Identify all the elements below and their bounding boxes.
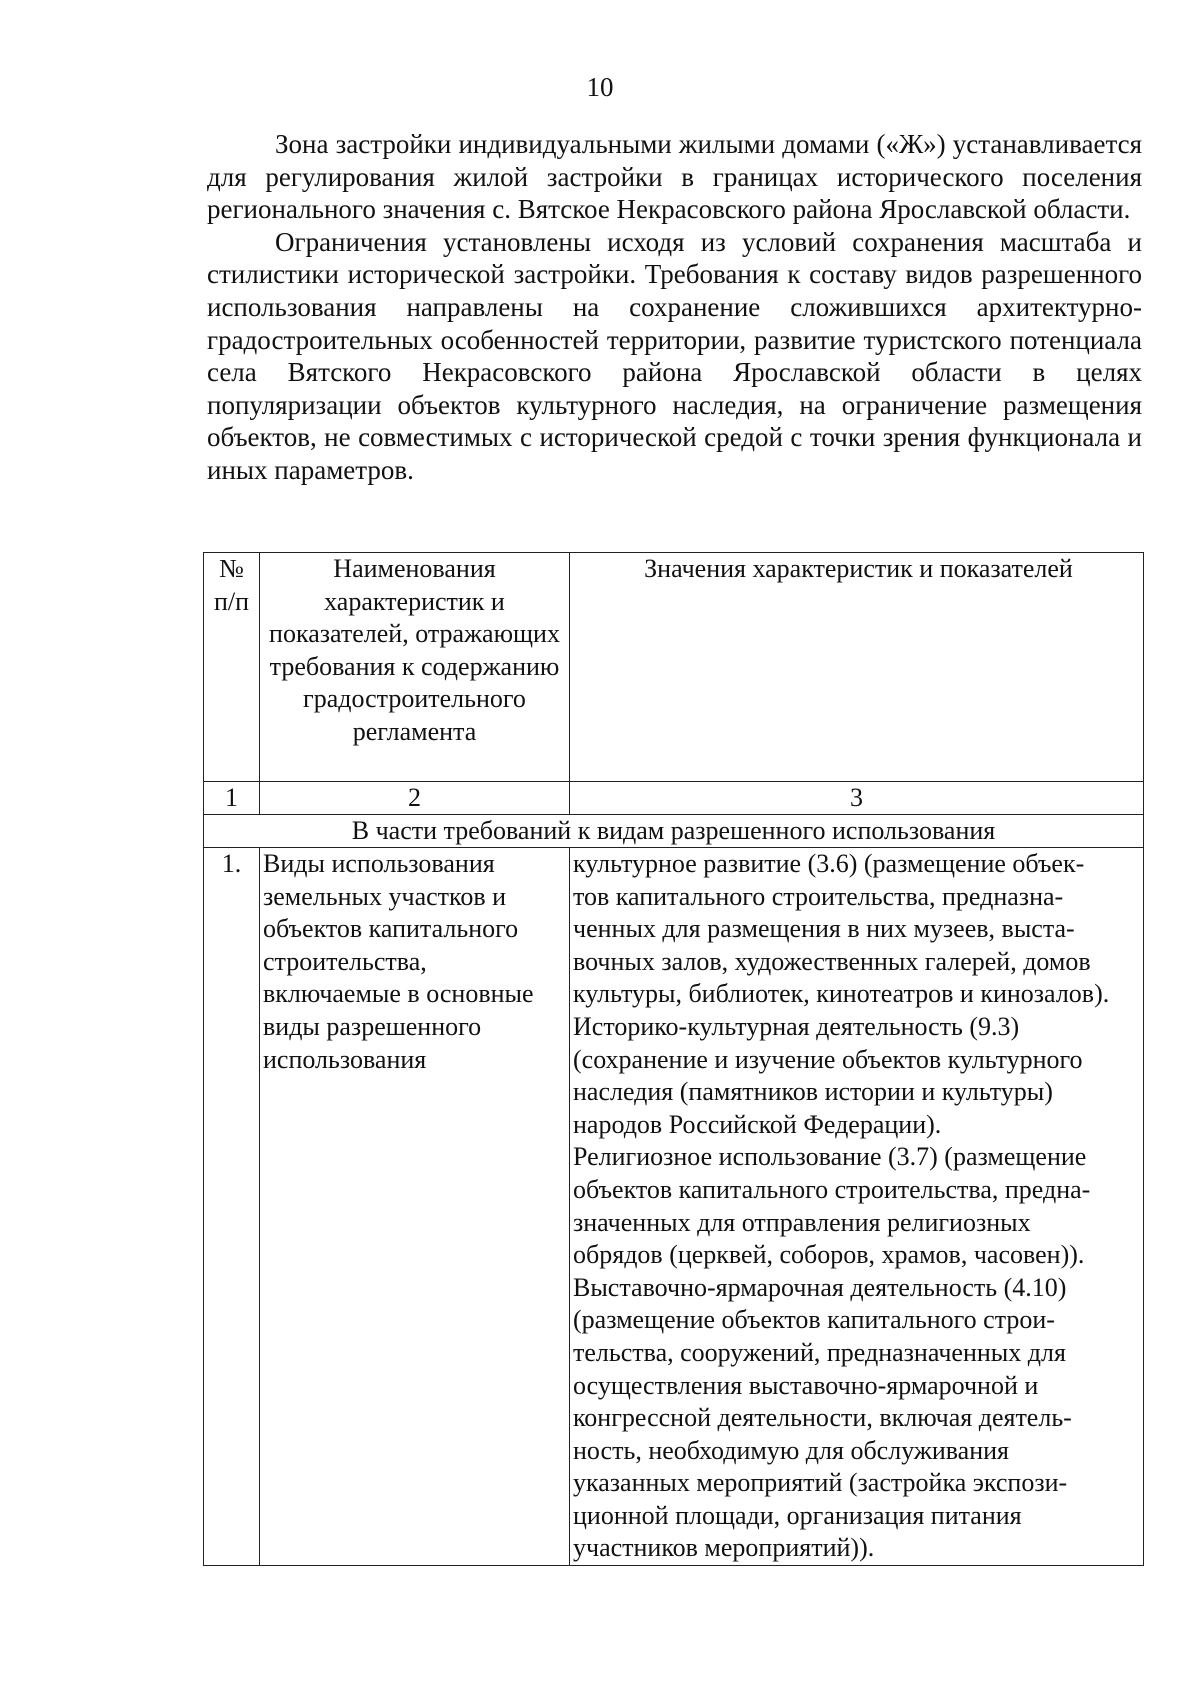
value-line: (сохранение и изучение объектов культурного xyxy=(573,1044,1083,1074)
column-number: 1 xyxy=(204,782,260,815)
table-row xyxy=(204,848,1144,1566)
value-line: обрядов (церквей, соборов, храмов, часовен)). xyxy=(573,1240,1085,1270)
section-title: В части требований к видам разрешенного использования xyxy=(204,815,1144,848)
value-line: тов капитального строительства, предназна- xyxy=(573,881,1064,911)
page-number: 10 xyxy=(586,72,614,102)
value-line: наследия (памятников истории и культуры) xyxy=(573,1077,1053,1107)
row-number: 1. xyxy=(204,848,260,1566)
value-line: вочных залов, художественных галерей, домов xyxy=(573,946,1091,976)
value-line: указанных мероприятий (застройка экспози- xyxy=(573,1468,1068,1498)
value-line: ченных для размещения в них музеев, выста- xyxy=(573,914,1075,944)
value-line: Историко-культурная деятельность (9.3) xyxy=(573,1011,1020,1041)
value-line: осуществления выставочно-ярмарочной и xyxy=(573,1370,1039,1400)
value-line: народов Российской Федерации). xyxy=(573,1109,942,1139)
value-line: культурное развитие (3.6) (размещение объек- xyxy=(573,849,1085,878)
value-line: Религиозное использование (3.7) (размещение xyxy=(573,1142,1087,1172)
header-value: Значения характеристик и показателей xyxy=(570,553,1144,782)
column-number-row xyxy=(204,782,1144,815)
section-row xyxy=(204,815,1144,848)
value-line: Выставочно-ярмарочная деятельность (4.10) xyxy=(573,1272,1067,1302)
value-line: конгрессной деятельности, включая деятель- xyxy=(573,1403,1072,1433)
row-name: Виды использования земельных участков и объектов капитального строительства, включаемые в основные виды разрешенного использования xyxy=(260,848,570,1566)
header-name: Наименования характеристик и показателей, отражающих требования к содержанию градостроительного регламента xyxy=(260,553,570,782)
row-value xyxy=(570,848,1144,1566)
value-line: участников мероприятий)). xyxy=(573,1533,875,1563)
column-number: 2 xyxy=(260,782,570,815)
header-number: № п/п xyxy=(204,553,260,782)
value-line: ционной площади, организация питания xyxy=(573,1500,1022,1530)
value-line: ность, необходимую для обслуживания xyxy=(573,1435,1009,1465)
value-line: культуры, библиотек, кинотеатров и кинозалов). xyxy=(573,979,1110,1009)
paragraph-restrictions: Ограничения установлены исходя из условий сохранения масштаба и стилистики исторической застройки. Требования к составу видов разрешенного использования направлены на сохранение сложившихся архитектурно-градостроительных особенностей территории, развитие туристского потенциала села Вятского Некрасовского района Ярославской области в целях популяризации объектов культурного наследия, на ограничение размещения объектов, не совместимых с исторической средой с точки зрения функционала и иных параметров. xyxy=(207,226,1142,485)
paragraph-zone-description: Зона застройки индивидуальными жилыми домами («Ж») устанавливается для регулирования жилой застройки в границах исторического поселения регионального значения с. Вятское Некрасовского района Ярославской области. xyxy=(207,129,1142,225)
table-header-row xyxy=(204,553,1144,782)
body-text xyxy=(207,128,1142,487)
regulation-table xyxy=(203,552,1144,1566)
value-line: (размещение объектов капитального строи- xyxy=(573,1305,1055,1335)
value-line: тельства, сооружений, предназначенных для xyxy=(573,1337,1066,1367)
value-line: значенных для отправления религиозных xyxy=(573,1207,1031,1237)
value-line: объектов капитального строительства, предна- xyxy=(573,1174,1091,1204)
column-number: 3 xyxy=(570,782,1144,815)
